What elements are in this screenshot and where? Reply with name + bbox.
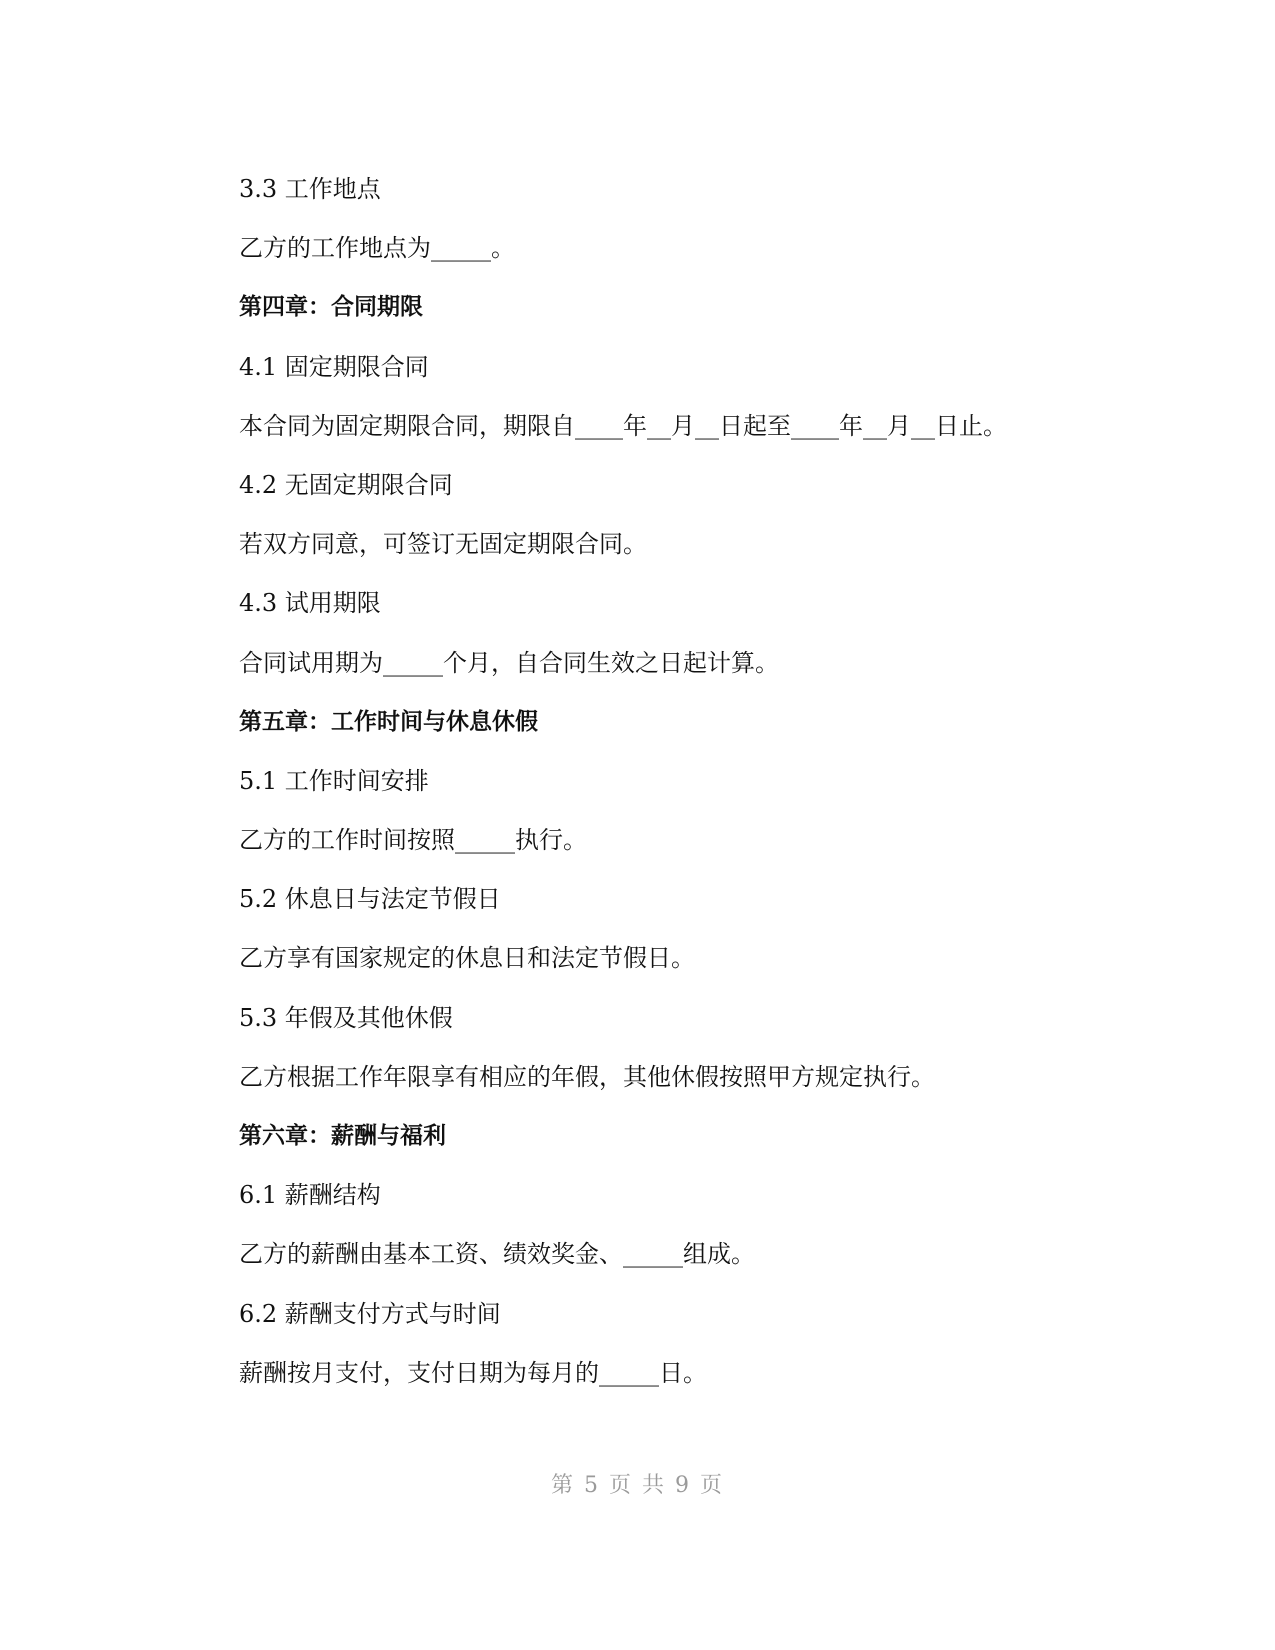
- section-title: 6.1 薪酬结构: [239, 1181, 381, 1210]
- document-body: [239, 160, 1069, 1403]
- section-title: 3.3 工作地点: [239, 175, 381, 203]
- paragraph: 乙方的工作地点为_____。: [239, 234, 515, 263]
- chapter-heading: 第六章：薪酬与福利: [239, 1123, 446, 1149]
- page-number-footer: 第 5 页 共 9 页: [551, 1473, 724, 1498]
- section-title: 5.3 年假及其他休假: [239, 1003, 453, 1032]
- section-title: 6.2 薪酬支付方式与时间: [239, 1299, 501, 1328]
- paragraph: 乙方的工作时间按照_____执行。: [239, 826, 587, 855]
- paragraph: 本合同为固定期限合同，期限自____年__月__日起至____年__月__日止。: [239, 411, 1007, 440]
- paragraph: 乙方的薪酬由基本工资、绩效奖金、_____组成。: [239, 1240, 755, 1269]
- section-title: 5.2 休息日与法定节假日: [239, 885, 501, 914]
- section-title: 4.2 无固定期限合同: [239, 470, 453, 499]
- paragraph: 乙方享有国家规定的休息日和法定节假日。: [239, 944, 695, 973]
- section-title: 5.1 工作时间安排: [239, 766, 429, 795]
- paragraph: 若双方同意，可签订无固定期限合同。: [239, 530, 647, 559]
- section-title: 4.3 试用期限: [239, 589, 381, 618]
- paragraph: 薪酬按月支付，支付日期为每月的_____日。: [239, 1358, 707, 1387]
- section-title: 4.1 固定期限合同: [239, 352, 429, 381]
- chapter-heading: 第五章：工作时间与休息休假: [239, 708, 538, 735]
- paragraph: 合同试用期为_____个月，自合同生效之日起计算。: [239, 648, 779, 677]
- paragraph: 乙方根据工作年限享有相应的年假，其他休假按照甲方规定执行。: [239, 1062, 935, 1091]
- chapter-heading: 第四章：合同期限: [239, 294, 423, 321]
